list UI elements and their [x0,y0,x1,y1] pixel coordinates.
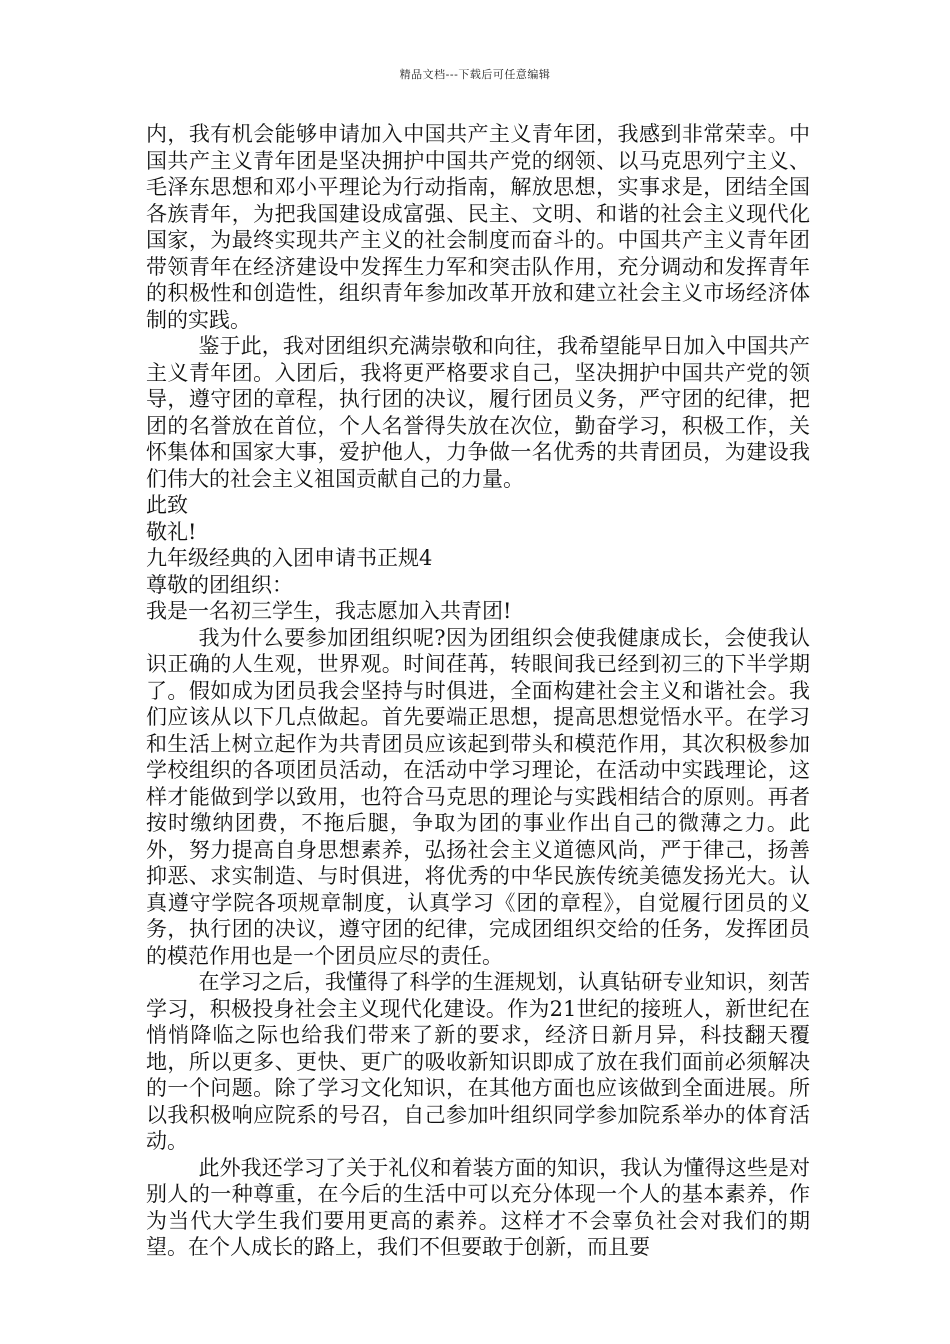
greeting: 尊敬的团组织： [146,572,293,597]
paragraph-etiquette: 此外我还学习了关于礼仪和着装方面的知识，我认为懂得这些是对别人的一种尊重，在今后的生活中可以充分体现一个人的基本素养，作为当代大学生我们要用更高的素养。这样才不会辜负社会对我们的期望。在个人成长的路上，我们不但要敢于创新，而且要 [146,1155,810,1259]
document-body [146,121,810,1261]
page-header: 精品文档---下载后可任意编辑 [399,68,551,81]
closing-jingli: 敬礼! [146,519,197,544]
opening-statement: 我是一名初三学生，我志愿加入共青团! [146,599,512,623]
paragraph-why-join: 我为什么要参加团组织呢?因为团组织会使我健康成长，会使我认识正确的人生观，世界观。时间荏苒，转眼间我已经到初三的下半学期了。假如成为团员我会坚持与时俱进，全面构建社会主义和谐社会。我们应该从以下几点做起。首先要端正思想，提高思想觉悟水平。在学习和生活上树立起作为共青团员应该起到带头和模范作用，其次积极参加学校组织的各项团员活动，在活动中学习理论，在活动中实践理论，这样才能做到学以致用，也符合马克思的理论与实践相结合的原则。再者按时缴纳团费，不拖后腿，争取为团的事业作出自己的微薄之力。此外，努力提高自身思想素养，弘扬社会主义道德风尚，严于律己，扬善抑恶、求实制造、与时俱进，将优秀的中华民族传统美德发扬光大。认真遵守学院各项规章制度，认真学习《团的章程》，自觉履行团员的义务，执行团的决议，遵守团的纪律，完成团组织交给的任务，发挥团员的模范作用也是一个团员应尽的责任。 [146,625,810,968]
paragraph-study: 在学习之后，我懂得了科学的生涯规划，认真钻研专业知识，刻苦学习，积极投身社会主义现代化建设。作为21世纪的接班人，新世纪在悄悄降临之际也给我们带来了新的要求，经济日新月异，科技翻天覆地，所以更多、更快、更广的吸收新知识即成了放在我们面前必须解决的一个问题。除了学习文化知识，在其他方面也应该做到全面进展。所以我积极响应院系的号召，自己参加叶组织同学参加院系举办的体育活动。 [146,970,810,1153]
section-title: 九年级经典的入团申请书正规4 [146,546,433,570]
paragraph-resolve: 鉴于此，我对团组织充满崇敬和向往，我希望能早日加入中国共产主义青年团。入团后，我将更严格要求自己，坚决拥护中国共产党的领导，遵守团的章程，执行团的决议，履行团员义务，严守团的纪律，把团的名誉放在首位，个人名誉得失放在次位，勤奋学习，积极工作，关怀集体和国家大事，爱护他人，力争做一名优秀的共青团员，为建设我们伟大的社会主义祖国贡献自己的力量。 [146,334,810,491]
paragraph-intro: 内，我有机会能够申请加入中国共产主义青年团，我感到非常荣幸。中国共产主义青年团是坚决拥护中国共产党的纲领、以马克思列宁主义、毛泽东思想和邓小平理论为行动指南，解放思想，实事求是，团结全国各族青年，为把我国建设成富强、民主、文明、和谐的社会主义现代化国家，为最终实现共产主义的社会制度而奋斗的。中国共产主义青年团带领青年在经济建设中发挥生力军和突击队作用，充分调动和发挥青年的积极性和创造性，组织青年参加改革开放和建立社会主义市场经济体制的实践。 [146,122,810,332]
closing-cizhi: 此致 [146,493,188,517]
